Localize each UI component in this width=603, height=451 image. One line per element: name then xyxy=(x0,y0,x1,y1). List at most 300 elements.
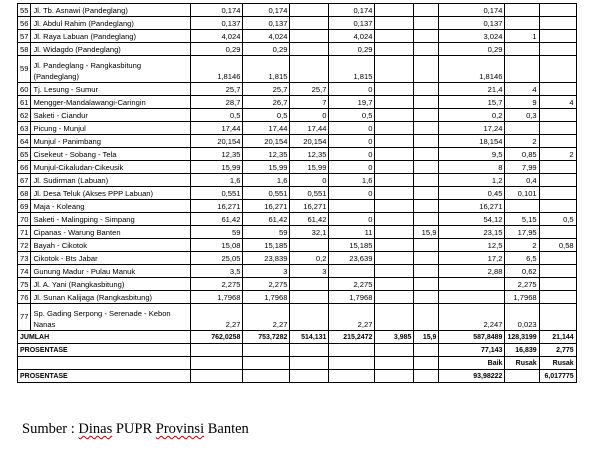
road-name: Picung - Munjul xyxy=(31,122,191,135)
value-cell xyxy=(375,187,414,200)
row-number: 57 xyxy=(18,30,31,43)
value-cell xyxy=(375,252,414,265)
table-row xyxy=(18,187,577,200)
value-cell xyxy=(414,174,439,187)
road-name: Jl. Abdul Rahim (Pandeglang) xyxy=(31,17,191,30)
value-cell xyxy=(414,4,439,17)
value-cell: 17,2 xyxy=(439,252,505,265)
value-cell: 15,99 xyxy=(191,161,243,174)
value-cell: 23,15 xyxy=(439,226,505,239)
row-number: 61 xyxy=(18,96,31,109)
value-cell xyxy=(375,161,414,174)
value-cell xyxy=(539,122,576,135)
value-cell: 0,62 xyxy=(505,265,539,278)
source-word-dinas: Dinas xyxy=(78,421,113,437)
source-suffix: Banten xyxy=(204,421,249,437)
road-name: Cisekeut - Sobang - Tela xyxy=(31,148,191,161)
value-cell xyxy=(290,4,329,17)
table-row xyxy=(18,252,577,265)
summary-value xyxy=(505,370,539,383)
value-cell xyxy=(375,278,414,291)
road-name: Jl. Pandeglang - Rangkasbitung (Pandeglang) xyxy=(31,56,191,83)
value-cell: 3,024 xyxy=(439,30,505,43)
value-cell xyxy=(414,43,439,56)
value-cell: 0,29 xyxy=(243,43,290,56)
value-cell: 1 xyxy=(505,30,539,43)
value-cell xyxy=(375,148,414,161)
value-cell: 5,15 xyxy=(505,213,539,226)
summary-value: 215,2472 xyxy=(329,331,375,344)
value-cell: 2,275 xyxy=(329,278,375,291)
value-cell: 17,95 xyxy=(505,226,539,239)
table-body xyxy=(18,4,577,383)
road-name: Gunung Madur - Pulau Manuk xyxy=(31,265,191,278)
value-cell: 1,7968 xyxy=(329,291,375,304)
value-cell: 15,99 xyxy=(243,161,290,174)
value-cell: 2,275 xyxy=(505,278,539,291)
table-row xyxy=(18,213,577,226)
value-cell xyxy=(375,17,414,30)
value-cell: 0,174 xyxy=(439,4,505,17)
value-cell: 2,27 xyxy=(243,304,290,331)
table-row xyxy=(18,135,577,148)
row-number: 55 xyxy=(18,4,31,17)
value-cell xyxy=(414,265,439,278)
value-cell xyxy=(414,109,439,122)
summary-label xyxy=(18,357,191,370)
value-cell: 0,137 xyxy=(439,17,505,30)
value-cell xyxy=(539,200,576,213)
value-cell xyxy=(290,30,329,43)
value-cell: 19,7 xyxy=(329,96,375,109)
value-cell: 9,5 xyxy=(439,148,505,161)
value-cell: 2 xyxy=(539,148,576,161)
row-number: 64 xyxy=(18,135,31,148)
value-cell: 17,44 xyxy=(243,122,290,135)
row-number: 60 xyxy=(18,83,31,96)
summary-row xyxy=(18,344,577,357)
table-row xyxy=(18,304,577,331)
summary-label: PROSENTASE xyxy=(18,370,191,383)
summary-value: 3,985 xyxy=(375,331,414,344)
value-cell xyxy=(290,43,329,56)
road-name: Jl. Raya Labuan (Pandeglang) xyxy=(31,30,191,43)
value-cell xyxy=(539,174,576,187)
row-number: 56 xyxy=(18,17,31,30)
value-cell: 0 xyxy=(290,174,329,187)
value-cell xyxy=(290,304,329,331)
value-cell xyxy=(375,96,414,109)
value-cell: 1,815 xyxy=(329,56,375,83)
value-cell: 23,639 xyxy=(329,252,375,265)
value-cell xyxy=(505,56,539,83)
value-cell xyxy=(329,265,375,278)
value-cell: 0,5 xyxy=(191,109,243,122)
row-number: 63 xyxy=(18,122,31,135)
value-cell xyxy=(375,226,414,239)
value-cell: 61,42 xyxy=(243,213,290,226)
summary-value xyxy=(329,370,375,383)
value-cell: 0 xyxy=(329,161,375,174)
table-row xyxy=(18,56,577,83)
value-cell xyxy=(505,122,539,135)
value-cell xyxy=(439,291,505,304)
table-row xyxy=(18,4,577,17)
summary-value xyxy=(414,370,439,383)
value-cell: 0,174 xyxy=(243,4,290,17)
road-name: Cipanas - Warung Banten xyxy=(31,226,191,239)
summary-value xyxy=(243,370,290,383)
value-cell xyxy=(439,278,505,291)
row-number: 62 xyxy=(18,109,31,122)
value-cell xyxy=(539,56,576,83)
road-name: Jl. Desa Teluk (Akses PPP Labuan) xyxy=(31,187,191,200)
value-cell: 25,7 xyxy=(243,83,290,96)
value-cell xyxy=(375,30,414,43)
value-cell xyxy=(539,265,576,278)
road-name: Sp. Gading Serpong - Serenade - Kebon Nanas xyxy=(31,304,191,331)
table-row xyxy=(18,161,577,174)
table-row xyxy=(18,17,577,30)
summary-value xyxy=(414,357,439,370)
summary-value xyxy=(243,357,290,370)
summary-value: 128,3199 xyxy=(505,331,539,344)
row-number: 71 xyxy=(18,226,31,239)
value-cell xyxy=(414,30,439,43)
value-cell xyxy=(414,304,439,331)
summary-value: 753,7282 xyxy=(243,331,290,344)
summary-value xyxy=(329,357,375,370)
value-cell xyxy=(290,56,329,83)
value-cell: 16,271 xyxy=(191,200,243,213)
value-cell: 1,815 xyxy=(243,56,290,83)
value-cell xyxy=(505,17,539,30)
value-cell: 0 xyxy=(329,187,375,200)
value-cell: 0,2 xyxy=(439,109,505,122)
summary-value: 21,144 xyxy=(539,331,576,344)
summary-label: JUMLAH xyxy=(18,331,191,344)
value-cell: 20,154 xyxy=(290,135,329,148)
value-cell xyxy=(375,4,414,17)
value-cell: 15,185 xyxy=(243,239,290,252)
row-number: 68 xyxy=(18,187,31,200)
value-cell: 25,7 xyxy=(290,83,329,96)
value-cell xyxy=(375,122,414,135)
value-cell xyxy=(539,304,576,331)
value-cell xyxy=(414,135,439,148)
value-cell: 1,6 xyxy=(329,174,375,187)
table-row xyxy=(18,174,577,187)
value-cell: 4,024 xyxy=(191,30,243,43)
value-cell xyxy=(290,278,329,291)
row-number: 69 xyxy=(18,200,31,213)
summary-value: Baik xyxy=(439,357,505,370)
value-cell: 59 xyxy=(243,226,290,239)
value-cell: 61,42 xyxy=(290,213,329,226)
value-cell: 12,5 xyxy=(439,239,505,252)
summary-value: 16,839 xyxy=(505,344,539,357)
source-middle: PUPR xyxy=(112,421,156,437)
value-cell xyxy=(414,122,439,135)
value-cell: 0,137 xyxy=(329,17,375,30)
summary-value: 587,8489 xyxy=(439,331,505,344)
table-row xyxy=(18,148,577,161)
value-cell: 0,101 xyxy=(505,187,539,200)
road-name: Maja - Koleang xyxy=(31,200,191,213)
table-row xyxy=(18,83,577,96)
value-cell: 2 xyxy=(505,135,539,148)
value-cell: 20,154 xyxy=(191,135,243,148)
value-cell: 20,154 xyxy=(243,135,290,148)
value-cell: 17,44 xyxy=(191,122,243,135)
value-cell xyxy=(414,148,439,161)
value-cell: 7 xyxy=(290,96,329,109)
value-cell xyxy=(375,304,414,331)
value-cell xyxy=(539,17,576,30)
value-cell xyxy=(539,43,576,56)
value-cell: 2 xyxy=(505,239,539,252)
source-word-provinsi: Provinsi xyxy=(155,421,205,437)
table-row xyxy=(18,239,577,252)
value-cell xyxy=(414,17,439,30)
value-cell xyxy=(375,291,414,304)
value-cell: 0,3 xyxy=(505,109,539,122)
value-cell xyxy=(375,213,414,226)
summary-value: 93,98222 xyxy=(439,370,505,383)
table-row xyxy=(18,96,577,109)
value-cell: 0,174 xyxy=(329,4,375,17)
value-cell: 25,7 xyxy=(191,83,243,96)
summary-value xyxy=(329,344,375,357)
summary-value: 514,131 xyxy=(290,331,329,344)
value-cell: 8 xyxy=(439,161,505,174)
value-cell xyxy=(375,200,414,213)
summary-value xyxy=(375,370,414,383)
value-cell: 0 xyxy=(329,213,375,226)
value-cell: 32,1 xyxy=(290,226,329,239)
value-cell: 16,271 xyxy=(290,200,329,213)
value-cell: 2,275 xyxy=(191,278,243,291)
value-cell: 25,05 xyxy=(191,252,243,265)
value-cell: 0,174 xyxy=(191,4,243,17)
summary-value xyxy=(243,344,290,357)
value-cell xyxy=(375,43,414,56)
value-cell: 0 xyxy=(329,135,375,148)
value-cell: 1,6 xyxy=(243,174,290,187)
row-number: 65 xyxy=(18,148,31,161)
row-number: 77 xyxy=(18,304,31,331)
table-row xyxy=(18,122,577,135)
value-cell xyxy=(414,187,439,200)
value-cell: 0 xyxy=(290,109,329,122)
value-cell: 21,4 xyxy=(439,83,505,96)
summary-value xyxy=(290,370,329,383)
summary-value xyxy=(375,357,414,370)
value-cell: 1,7968 xyxy=(505,291,539,304)
value-cell: 28,7 xyxy=(191,96,243,109)
value-cell xyxy=(539,226,576,239)
summary-value: 2,775 xyxy=(539,344,576,357)
value-cell xyxy=(414,96,439,109)
value-cell: 0,29 xyxy=(191,43,243,56)
value-cell: 1,8146 xyxy=(439,56,505,83)
value-cell: 3 xyxy=(243,265,290,278)
value-cell: 17,24 xyxy=(439,122,505,135)
value-cell xyxy=(505,4,539,17)
value-cell xyxy=(539,135,576,148)
summary-value xyxy=(191,370,243,383)
value-cell: 1,7968 xyxy=(243,291,290,304)
value-cell: 0,5 xyxy=(539,213,576,226)
summary-value: 6,017775 xyxy=(539,370,576,383)
value-cell xyxy=(539,291,576,304)
value-cell: 1,7968 xyxy=(191,291,243,304)
table-row xyxy=(18,226,577,239)
road-name: Cikotok - Bts Jabar xyxy=(31,252,191,265)
summary-value xyxy=(414,344,439,357)
value-cell xyxy=(290,17,329,30)
value-cell: 0,551 xyxy=(243,187,290,200)
value-cell xyxy=(290,291,329,304)
table-row xyxy=(18,200,577,213)
value-cell xyxy=(539,252,576,265)
value-cell xyxy=(539,30,576,43)
value-cell: 16,271 xyxy=(439,200,505,213)
value-cell: 2,88 xyxy=(439,265,505,278)
value-cell: 0,29 xyxy=(329,43,375,56)
summary-row xyxy=(18,331,577,344)
table-row xyxy=(18,109,577,122)
value-cell: 54,12 xyxy=(439,213,505,226)
road-name: Saketi - Malingping - Simpang xyxy=(31,213,191,226)
summary-value xyxy=(290,344,329,357)
value-cell: 0,85 xyxy=(505,148,539,161)
value-cell: 12,35 xyxy=(191,148,243,161)
row-number: 73 xyxy=(18,252,31,265)
row-number: 74 xyxy=(18,265,31,278)
source-prefix: Sumber : xyxy=(22,421,79,437)
value-cell xyxy=(375,56,414,83)
value-cell: 0 xyxy=(329,148,375,161)
value-cell xyxy=(539,187,576,200)
summary-value xyxy=(191,357,243,370)
value-cell xyxy=(375,174,414,187)
value-cell: 0,5 xyxy=(243,109,290,122)
row-number: 66 xyxy=(18,161,31,174)
value-cell: 0,137 xyxy=(243,17,290,30)
value-cell xyxy=(539,83,576,96)
road-name: Munjul-Cikaludan-Cikeusik xyxy=(31,161,191,174)
value-cell: 4 xyxy=(505,83,539,96)
value-cell xyxy=(375,83,414,96)
value-cell: 2,27 xyxy=(329,304,375,331)
road-name: Jl. Widagdo (Pandeglang) xyxy=(31,43,191,56)
row-number: 67 xyxy=(18,174,31,187)
value-cell: 2,27 xyxy=(191,304,243,331)
table-row xyxy=(18,30,577,43)
value-cell xyxy=(375,109,414,122)
row-number: 72 xyxy=(18,239,31,252)
road-name: Jl. A. Yani (Rangkasbitung) xyxy=(31,278,191,291)
summary-row xyxy=(18,370,577,383)
value-cell: 15,9 xyxy=(414,226,439,239)
value-cell: 0 xyxy=(329,122,375,135)
road-name: Mengger-Mandalawangi-Caringin xyxy=(31,96,191,109)
value-cell: 0,551 xyxy=(191,187,243,200)
value-cell xyxy=(329,200,375,213)
summary-value xyxy=(375,344,414,357)
value-cell: 61,42 xyxy=(191,213,243,226)
value-cell: 3 xyxy=(290,265,329,278)
value-cell: 18,154 xyxy=(439,135,505,148)
value-cell xyxy=(539,161,576,174)
value-cell xyxy=(375,135,414,148)
value-cell: 2,275 xyxy=(243,278,290,291)
value-cell: 15,08 xyxy=(191,239,243,252)
value-cell: 0,023 xyxy=(505,304,539,331)
value-cell xyxy=(414,161,439,174)
road-name: Tj. Lesung - Sumur xyxy=(31,83,191,96)
value-cell: 0,5 xyxy=(329,109,375,122)
value-cell: 0,2 xyxy=(290,252,329,265)
summary-row xyxy=(18,357,577,370)
summary-value xyxy=(290,357,329,370)
value-cell xyxy=(505,43,539,56)
table-row xyxy=(18,278,577,291)
value-cell xyxy=(290,239,329,252)
value-cell: 0,551 xyxy=(290,187,329,200)
row-number: 75 xyxy=(18,278,31,291)
summary-value xyxy=(191,344,243,357)
value-cell xyxy=(414,83,439,96)
value-cell: 3,5 xyxy=(191,265,243,278)
value-cell xyxy=(375,265,414,278)
value-cell: 23,839 xyxy=(243,252,290,265)
value-cell xyxy=(539,4,576,17)
table-row xyxy=(18,43,577,56)
value-cell: 1,2 xyxy=(439,174,505,187)
road-data-table xyxy=(17,3,577,383)
summary-label: PROSENTASE xyxy=(18,344,191,357)
row-number: 70 xyxy=(18,213,31,226)
value-cell: 59 xyxy=(191,226,243,239)
summary-value: 762,0258 xyxy=(191,331,243,344)
value-cell: 17,44 xyxy=(290,122,329,135)
road-name: Saketi - Ciandur xyxy=(31,109,191,122)
summary-value: Rusak xyxy=(505,357,539,370)
value-cell: 11 xyxy=(329,226,375,239)
value-cell xyxy=(414,213,439,226)
value-cell: 1,6 xyxy=(191,174,243,187)
value-cell: 12,35 xyxy=(290,148,329,161)
value-cell: 0,137 xyxy=(191,17,243,30)
value-cell xyxy=(414,56,439,83)
row-number: 58 xyxy=(18,43,31,56)
value-cell: 2,247 xyxy=(439,304,505,331)
value-cell xyxy=(539,109,576,122)
value-cell: 7,99 xyxy=(505,161,539,174)
value-cell: 1,8146 xyxy=(191,56,243,83)
value-cell: 9 xyxy=(505,96,539,109)
value-cell: 4,024 xyxy=(329,30,375,43)
value-cell xyxy=(414,291,439,304)
value-cell xyxy=(539,278,576,291)
value-cell: 15,185 xyxy=(329,239,375,252)
value-cell: 0,58 xyxy=(539,239,576,252)
value-cell: 0 xyxy=(329,83,375,96)
summary-value: Rusak xyxy=(539,357,576,370)
road-name: Jl. Sunan Kalijaga (Rangkasbitung) xyxy=(31,291,191,304)
